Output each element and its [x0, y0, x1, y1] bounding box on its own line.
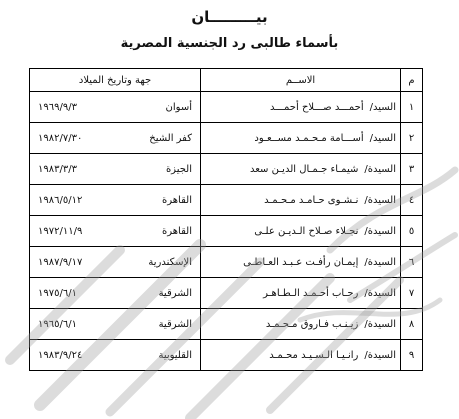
document-title: بيـــــــــان: [191, 8, 268, 26]
row-birth-cell: [30, 154, 201, 185]
row-name: شيمـاء جـمـال الديـن سعد: [249, 163, 359, 175]
row-title: السيدة/: [364, 163, 396, 175]
row-place: الشرقية: [158, 318, 192, 330]
table-row: [30, 92, 423, 123]
row-birth-cell: [30, 216, 201, 247]
table-row: [30, 340, 423, 371]
column-header-num: م: [401, 69, 423, 92]
table-row: [30, 185, 423, 216]
table-row: [30, 247, 423, 278]
row-birth-cell: [30, 340, 201, 371]
row-date: ١٩٧٢/١١/٩: [38, 225, 83, 237]
table-row: [30, 216, 423, 247]
row-title: السيدة/: [364, 349, 396, 361]
row-birth-cell: [30, 309, 201, 340]
row-name-cell: [201, 247, 401, 278]
row-number: ١: [401, 92, 423, 123]
row-title: السيدة/: [364, 287, 396, 299]
row-name: نجـلاء صـلاح الـديـن علـى: [254, 225, 359, 237]
row-title: السيدة/: [364, 194, 396, 206]
table-row: [30, 154, 423, 185]
row-name-cell: [201, 309, 401, 340]
row-title: السيد/: [369, 101, 396, 113]
row-number: ٥: [401, 216, 423, 247]
document-subtitle: بأسماء طالبى رد الجنسية المصرية: [120, 36, 339, 51]
row-birth-cell: [30, 278, 201, 309]
row-name: إيمـان رأفـت عـبـد العـاطـى: [243, 256, 359, 268]
table-row: [30, 278, 423, 309]
row-date: ١٩٦٥/٦/١: [38, 318, 77, 330]
row-date: ١٩٨٢/٧/٣٠: [38, 132, 83, 144]
row-name: نـشـوى حـامـد مـحـمـد: [264, 194, 359, 206]
row-place: الشرقية: [158, 287, 192, 299]
row-place: الإسكندرية: [148, 256, 192, 268]
row-name: أســـامة مـحـمـد مســعـود: [254, 132, 364, 144]
row-place: الجيزة: [165, 163, 192, 175]
row-name-cell: [201, 278, 401, 309]
table-row: [30, 309, 423, 340]
row-title: السيدة/: [364, 318, 396, 330]
row-date: ١٩٨٣/٩/٢٤: [38, 349, 83, 361]
row-name-cell: [201, 216, 401, 247]
row-date: ١٩٦٩/٩/٣: [38, 101, 77, 113]
row-birth-cell: [30, 247, 201, 278]
table-header-row: [30, 69, 423, 92]
row-name-cell: [201, 185, 401, 216]
row-name-cell: [201, 123, 401, 154]
row-name: رحـاب أحـمـد الـطـاهـر: [263, 287, 359, 299]
row-name: رانـيـا الـسـيـد محـمـد: [269, 349, 359, 361]
row-place: القليوبية: [158, 349, 192, 361]
row-place: أسوان: [165, 101, 192, 113]
column-header-birth: جهة وتاريخ الميلاد: [30, 69, 201, 92]
row-birth-cell: [30, 92, 201, 123]
row-number: ٣: [401, 154, 423, 185]
row-birth-cell: [30, 123, 201, 154]
row-number: ٩: [401, 340, 423, 371]
applicants-table: [29, 68, 423, 371]
table-row: [30, 123, 423, 154]
row-number: ٨: [401, 309, 423, 340]
row-number: ٦: [401, 247, 423, 278]
row-number: ٢: [401, 123, 423, 154]
row-date: ١٩٨٦/٥/١٢: [38, 194, 83, 206]
row-place: القاهرة: [162, 194, 192, 206]
row-title: السيدة/: [364, 225, 396, 237]
row-number: ٤: [401, 185, 423, 216]
column-header-name: الاســم: [201, 69, 401, 92]
row-name-cell: [201, 154, 401, 185]
row-place: القاهرة: [162, 225, 192, 237]
row-number: ٧: [401, 278, 423, 309]
row-date: ١٩٨٧/٩/١٧: [38, 256, 83, 268]
row-date: ١٩٧٥/٦/١: [38, 287, 77, 299]
row-name-cell: [201, 92, 401, 123]
row-title: السيد/: [369, 132, 396, 144]
row-name: زيـنـب فـاروق مـحـمـد: [265, 318, 359, 330]
row-place: كفر الشيخ: [149, 132, 192, 144]
row-name-cell: [201, 340, 401, 371]
row-birth-cell: [30, 185, 201, 216]
row-name: أحمـــد صـــلاح أحمـــد: [269, 101, 364, 113]
row-date: ١٩٨٣/٣/٣: [38, 163, 77, 175]
row-title: السيدة/: [364, 256, 396, 268]
